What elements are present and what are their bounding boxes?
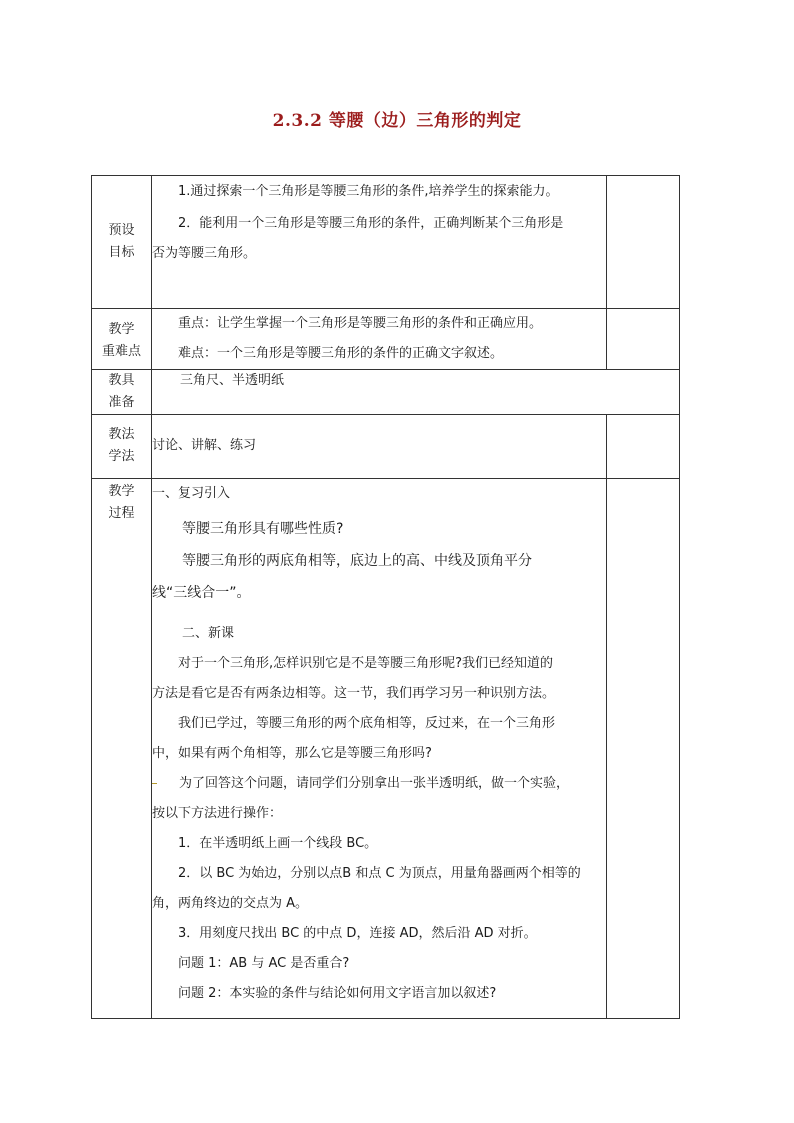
bullet-mark [152,783,157,784]
process-p3: 等腰三角形的两底角相等，底边上的高、中线及顶角平分 [182,553,532,569]
process-p13: 2．以 BC 为始边，分别以点B 和点 C 为顶点，用量角器画两个相等的 [178,866,581,881]
key-label-1: 教学 [108,322,135,337]
process-label-1: 教学 [108,484,135,499]
process-label-2: 过程 [108,506,135,521]
key-notes [607,309,680,370]
goals-content [152,176,607,309]
row-tools [92,370,680,415]
tools-label-1: 教具 [108,373,135,388]
process-p7: 方法是看它是否有两条边相等。这一节，我们再学习另一种识别方法。 [152,686,556,701]
methods-label-1: 教法 [108,427,135,442]
row-process [92,479,680,1019]
process-p9: 中，如果有两个角相等，那么它是等腰三角形吗? [152,746,432,761]
row-methods [92,415,680,479]
methods-notes [607,415,680,479]
key-content [152,309,607,370]
process-p1: 一、复习引入 [152,486,231,501]
key-label-2: 重难点 [101,344,141,359]
goals-line-3: 否为等腰三角形。 [152,246,257,261]
goals-notes [607,176,680,309]
goals-label-1: 预设 [108,223,135,238]
process-p2: 等腰三角形具有哪些性质? [182,521,344,537]
methods-label-2: 学法 [108,449,135,464]
methods-content [152,415,607,479]
process-notes [607,479,680,1019]
process-content [152,479,607,1019]
process-p16: 问题 1：AB 与 AC 是否重合? [178,956,350,971]
process-p5: 二、新课 [182,626,235,641]
tools-content [152,370,680,415]
key-label [92,309,152,370]
tools-label-2: 准备 [108,395,135,410]
document-title: 2.3.2 等腰（边）三角形的判定 [272,111,522,131]
process-p10: 为了回答这个问题，请同学们分别拿出一张半透明纸，做一个实验， [179,776,570,791]
goals-label-2: 目标 [108,245,135,260]
process-p15: 3．用刻度尺找出 BC 的中点 D，连接 AD，然后沿 AD 对折。 [178,926,537,941]
process-p17: 问题 2：本实验的条件与结论如何用文字语言加以叙述? [178,986,497,1001]
row-key-points [92,309,680,370]
row-goals [92,176,680,309]
process-p11: 按以下方法进行操作： [152,806,283,821]
key-line-1: 重点：让学生掌握一个三角形是等腰三角形的条件和正确应用。 [178,316,543,331]
goals-label [92,176,152,309]
process-p14: 角，两角终边的交点为 A。 [152,896,309,911]
goals-line-2: 2．能利用一个三角形是等腰三角形的条件，正确判断某个三角形是 [178,216,564,231]
process-label [92,479,152,1019]
goals-line-1: 1.通过探索一个三角形是等腰三角形的条件,培养学生的探索能力。 [178,184,559,199]
tools-text: 三角尺、半透明纸 [180,373,285,388]
key-line-2: 难点：一个三角形是等腰三角形的条件的正确文字叙述。 [178,346,504,361]
process-p12: 1．在半透明纸上画一个线段 BC。 [178,836,378,851]
process-p6: 对于一个三角形,怎样识别它是不是等腰三角形呢?我们已经知道的 [178,656,554,671]
methods-text: 讨论、讲解、练习 [152,438,257,453]
methods-label [92,415,152,479]
tools-label [92,370,152,415]
lesson-plan-table [91,175,680,1019]
process-p4: 线“三线合一”。 [152,585,251,601]
process-p8: 我们已学过，等腰三角形的两个底角相等，反过来，在一个三角形 [178,716,556,731]
